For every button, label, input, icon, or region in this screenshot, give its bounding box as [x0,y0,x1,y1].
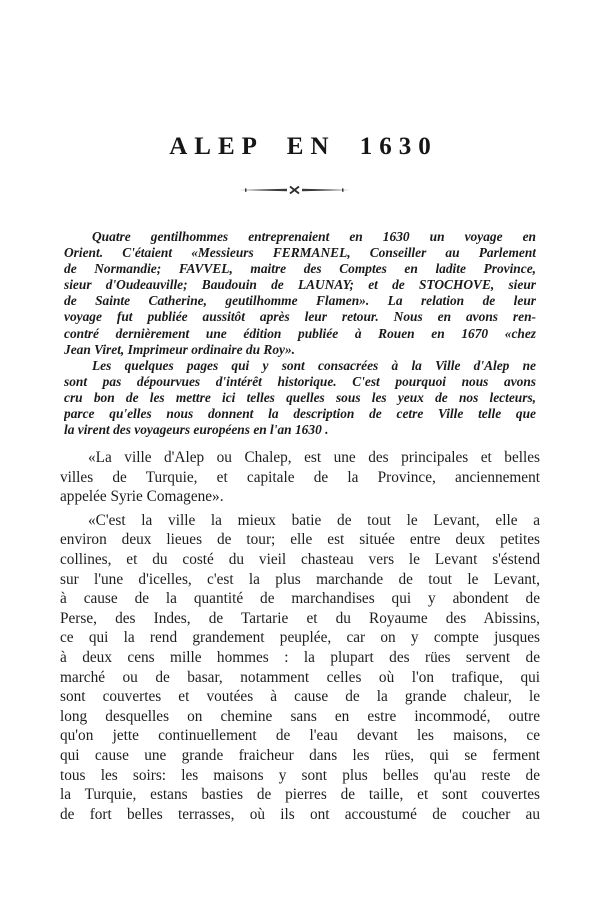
text-line: à deux cens mille hommes : la plupart des rües servent de [60,648,540,666]
text-line: appelée Syrie Comagene». [60,488,224,506]
text-line: sur l'une d'icelles, c'est la plus marchande de tout le Levant, [60,570,540,588]
text-line: «C'est la ville la mieux batie de tout le Levant, elle a [88,511,540,529]
paragraph [64,229,536,358]
text-line: ce qui la rend grandement peuplée, car on y compte jusques [60,629,540,647]
text-line: la Turquie, estans basties de pierres de taille, et sont couvertes [60,786,540,804]
text-line: parce qu'elles nous donnent la description de cetre Ville telle que [64,406,536,422]
text-line: environ deux lieues de tour; elle est située entre deux petites [60,531,540,549]
text-line: Perse, des Indes, de Tartarie et du Royaume des Abissins, [60,609,540,627]
text-line: collines, et du costé du vieil chasteau vers le Levant s'éstend [60,550,540,568]
page-title: ALEP EN 1630 [169,133,438,160]
text-line: Orient. C'étaient «Messieurs FERMANEL, Conseiller au Parlement [64,245,536,261]
section-divider [238,183,351,197]
text-line: de Sainte Catherine, geutilhomme Flamen». La relation de leur [64,293,536,309]
text-line: qui cause une grande fraicheur dans les rües, qui se ferment [60,746,540,764]
paragraph [64,358,536,438]
text-line: tous les soirs: les maisons y sont plus belles qu'au reste de [60,766,540,784]
text-line: sieur d'Oudeauville; Baudouin de LAUNAY; et de STOCHOVE, sieur [64,277,536,293]
body-text-block [60,448,540,824]
text-line: contré dernièrement une édition publiée à Rouen en 1670 «chez [64,325,536,341]
text-line: marché ou de basar, notamment celles où l'on trafique, qui [60,668,540,686]
text-line: la virent des voyageurs européens en l'an 1630 . [64,422,329,438]
text-line: Les quelques pages qui y sont consacrées à la Ville d'Alep ne [92,357,536,373]
intro-block [64,229,536,438]
paragraph [60,448,540,507]
text-line: sont pas dépourvues d'intérêt historique. C'est pourquoi nous avons [64,373,536,389]
text-line: villes de Turquie, et capitale de la Province, anciennement [60,468,540,486]
paragraph [60,511,540,825]
text-line: à cause de la quantité de marchandises qui y abondent de [60,590,540,608]
text-line: sont couvertes et voutées à cause de la grande chaleur, le [60,688,540,706]
text-line: Jean Viret, Imprimeur ordinaire du Roy». [64,341,296,357]
text-line: long desquelles on chemine sans en estre incommodé, outre [60,707,540,725]
text-line: de fort belles terrasses, où ils ont accoustumé de coucher au [60,805,540,823]
text-line: «La ville d'Alep ou Chalep, est une des principales et belles [88,449,540,466]
text-line: cru bon de les mettre ici telles quelles sous les yeux de nos lecteurs, [64,389,536,405]
text-line: Quatre gentilhommes entreprenaient en 1630 un voyage en [92,229,536,244]
divider-ornament-icon [238,183,351,197]
text-line: voyage fut publiée aussitôt après leur retour. Nous en avons ren- [64,309,536,325]
text-line: de Normandie; FAVVEL, maitre des Comptes en ladite Province, [64,261,536,277]
text-line: qu'on jette continuellement de l'eau devant les maisons, ce [60,727,540,745]
